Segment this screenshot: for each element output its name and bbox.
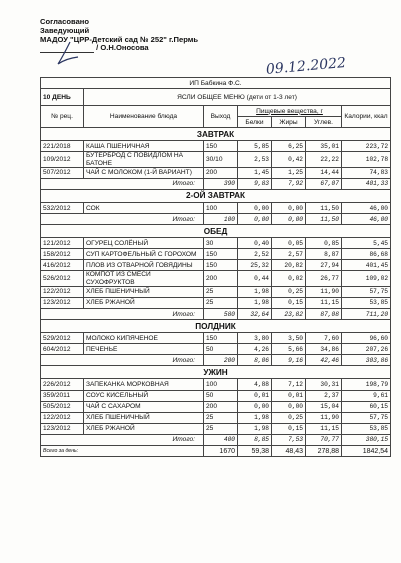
- carbs-value: 0,85: [306, 238, 342, 249]
- approval-position: Заведующий: [40, 25, 90, 35]
- protein-value: 2,53: [238, 152, 272, 167]
- total-kcal: 711,20: [342, 309, 391, 320]
- protein-value: 4,88: [238, 379, 272, 390]
- total-fat: 0,00: [272, 214, 306, 225]
- fat-value: 0,05: [272, 238, 306, 249]
- fat-value: 20,82: [272, 260, 306, 271]
- table-row: [41, 152, 391, 167]
- section-header-row: [41, 128, 391, 141]
- fat-value: 0,00: [272, 202, 306, 213]
- protein-value: 0,40: [238, 238, 272, 249]
- section-title: ПОЛДНИК: [41, 320, 391, 333]
- section-total-row: [41, 214, 391, 225]
- total-carbs: 11,50: [306, 214, 342, 225]
- table-row: [41, 141, 391, 152]
- col-kcal: Калории, ккал: [342, 106, 391, 128]
- table-row: [41, 401, 391, 412]
- section-total-row: [41, 355, 391, 366]
- section-header-row: [41, 189, 391, 202]
- carbs-value: 11,50: [306, 202, 342, 213]
- recipe-number: 532/2012: [41, 202, 84, 213]
- grand-total-yield: 1670: [204, 445, 238, 456]
- grand-total-label: Всего за день:: [41, 445, 204, 456]
- col-nutrients: Пищевые вещества, г: [238, 106, 342, 117]
- total-yield: 400: [204, 434, 238, 445]
- dish-name: СОУС КИСЕЛЬНЫЙ: [84, 390, 204, 401]
- kcal-value: 46,00: [342, 202, 391, 213]
- grand-total-fat: 48,43: [272, 445, 306, 456]
- kcal-value: 109,02: [342, 271, 391, 286]
- dish-name: ЧАЙ С МОЛОКОМ (1-Й ВАРИАНТ): [84, 167, 204, 178]
- recipe-number: 226/2012: [41, 379, 84, 390]
- col-yield: Выход: [204, 106, 238, 128]
- dish-name: СОК: [84, 202, 204, 213]
- dish-yield: 25: [204, 286, 238, 297]
- fat-value: 0,01: [272, 390, 306, 401]
- table-row: [41, 379, 391, 390]
- section-total-row: [41, 178, 391, 189]
- recipe-number: 121/2012: [41, 238, 84, 249]
- dish-name: ЧАЙ С САХАРОМ: [84, 401, 204, 412]
- section-title: 2-ОЙ ЗАВТРАК: [41, 189, 391, 202]
- org-name: ИП Бабкина Ф.С.: [41, 78, 391, 89]
- dish-yield: 150: [204, 260, 238, 271]
- dish-name: КОМПОТ ИЗ СМЕСИ СУХОФРУКТОВ: [84, 271, 204, 286]
- recipe-number: 123/2012: [41, 297, 84, 308]
- org-row: [41, 78, 391, 89]
- fat-value: 0,25: [272, 412, 306, 423]
- kcal-value: 102,78: [342, 152, 391, 167]
- grand-total-kcal: 1842,54: [342, 445, 391, 456]
- carbs-value: 7,60: [306, 333, 342, 344]
- column-header-row: [41, 106, 391, 117]
- kcal-value: 198,79: [342, 379, 391, 390]
- table-row: [41, 260, 391, 271]
- dish-name: ХЛЕБ ПШЕНИЧНЫЙ: [84, 286, 204, 297]
- fat-value: 0,15: [272, 297, 306, 308]
- section-header-row: [41, 366, 391, 379]
- protein-value: 5,85: [238, 141, 272, 152]
- total-protein: 0,00: [238, 214, 272, 225]
- col-rec: № рец.: [41, 106, 84, 128]
- kcal-value: 57,75: [342, 412, 391, 423]
- recipe-number: 529/2012: [41, 333, 84, 344]
- dish-name: ПЕЧЕНЬЕ: [84, 344, 204, 355]
- kcal-value: 5,45: [342, 238, 391, 249]
- dish-name: ХЛЕБ РЖАНОЙ: [84, 423, 204, 434]
- dish-name: БУТЕРБРОД С ПОВИДЛОМ НА БАТОНЕ: [84, 152, 204, 167]
- table-row: [41, 202, 391, 213]
- fat-value: 0,15: [272, 423, 306, 434]
- protein-value: 0,01: [238, 390, 272, 401]
- grand-total-carbs: 278,88: [306, 445, 342, 456]
- carbs-value: 2,37: [306, 390, 342, 401]
- recipe-number: 109/2012: [41, 152, 84, 167]
- carbs-value: 35,01: [306, 141, 342, 152]
- kcal-value: 86,68: [342, 249, 391, 260]
- total-kcal: 380,15: [342, 434, 391, 445]
- section-title: ЗАВТРАК: [41, 128, 391, 141]
- dish-name: ЗАПЕКАНКА МОРКОВНАЯ: [84, 379, 204, 390]
- protein-value: 1,45: [238, 167, 272, 178]
- fat-value: 0,25: [272, 286, 306, 297]
- total-label: Итого:: [41, 214, 204, 225]
- kcal-value: 74,83: [342, 167, 391, 178]
- recipe-number: 359/2011: [41, 390, 84, 401]
- recipe-number: 122/2012: [41, 286, 84, 297]
- carbs-value: 22,22: [306, 152, 342, 167]
- dish-yield: 30/10: [204, 152, 238, 167]
- dish-yield: 150: [204, 141, 238, 152]
- kcal-value: 96,60: [342, 333, 391, 344]
- total-protein: 8,06: [238, 355, 272, 366]
- kcal-value: 57,75: [342, 286, 391, 297]
- approval-title: Согласовано: [40, 17, 90, 26]
- protein-value: 0,00: [238, 202, 272, 213]
- kcal-value: 401,45: [342, 260, 391, 271]
- fat-value: 7,12: [272, 379, 306, 390]
- dish-yield: 200: [204, 271, 238, 286]
- protein-value: 4,26: [238, 344, 272, 355]
- total-kcal: 401,33: [342, 178, 391, 189]
- carbs-value: 34,86: [306, 344, 342, 355]
- col-protein: Белки: [238, 117, 272, 128]
- table-row: [41, 412, 391, 423]
- handwritten-date: 09.12.2022: [265, 54, 347, 78]
- section-header-row: [41, 225, 391, 238]
- total-fat: 9,16: [272, 355, 306, 366]
- recipe-number: 505/2012: [41, 401, 84, 412]
- dish-name: СУП КАРТОФЕЛЬНЫЙ С ГОРОХОМ: [84, 249, 204, 260]
- total-label: Итого:: [41, 178, 204, 189]
- table-row: [41, 286, 391, 297]
- menu-title: ЯСЛИ ОБЩЕЕ МЕНЮ (дети от 1-3 лет): [84, 89, 391, 106]
- total-label: Итого:: [41, 309, 204, 320]
- fat-value: 0,00: [272, 401, 306, 412]
- col-carbs: Углев.: [306, 117, 342, 128]
- total-yield: 390: [204, 178, 238, 189]
- recipe-number: 416/2012: [41, 260, 84, 271]
- handwritten-signature-icon: [52, 40, 82, 66]
- dish-name: ОГУРЕЦ СОЛЁНЫЙ: [84, 238, 204, 249]
- dish-yield: 100: [204, 202, 238, 213]
- protein-value: 0,44: [238, 271, 272, 286]
- kcal-value: 60,15: [342, 401, 391, 412]
- kcal-value: 53,85: [342, 423, 391, 434]
- fat-value: 1,25: [272, 167, 306, 178]
- recipe-number: 122/2012: [41, 412, 84, 423]
- dish-yield: 50: [204, 390, 238, 401]
- protein-value: 25,32: [238, 260, 272, 271]
- total-fat: 23,82: [272, 309, 306, 320]
- total-label: Итого:: [41, 434, 204, 445]
- carbs-value: 30,31: [306, 379, 342, 390]
- total-carbs: 87,08: [306, 309, 342, 320]
- total-carbs: 42,46: [306, 355, 342, 366]
- dish-yield: 25: [204, 297, 238, 308]
- recipe-number: 158/2012: [41, 249, 84, 260]
- dish-yield: 30: [204, 238, 238, 249]
- protein-value: 1,98: [238, 412, 272, 423]
- day-row: [41, 89, 391, 106]
- protein-value: 1,98: [238, 286, 272, 297]
- carbs-value: 11,90: [306, 286, 342, 297]
- menu-table: [40, 77, 391, 457]
- dish-yield: 200: [204, 401, 238, 412]
- total-carbs: 70,77: [306, 434, 342, 445]
- carbs-value: 15,04: [306, 401, 342, 412]
- grand-total-protein: 59,38: [238, 445, 272, 456]
- total-protein: 32,64: [238, 309, 272, 320]
- dish-name: КАША ПШЕНИЧНАЯ: [84, 141, 204, 152]
- carbs-value: 8,87: [306, 249, 342, 260]
- recipe-number: 604/2012: [41, 344, 84, 355]
- protein-value: 1,98: [238, 297, 272, 308]
- kcal-value: 53,85: [342, 297, 391, 308]
- recipe-number: 221/2018: [41, 141, 84, 152]
- table-row: [41, 344, 391, 355]
- protein-value: 0,00: [238, 401, 272, 412]
- section-total-row: [41, 309, 391, 320]
- grand-total-row: [41, 445, 391, 456]
- dish-yield: 100: [204, 379, 238, 390]
- table-row: [41, 297, 391, 308]
- carbs-value: 27,94: [306, 260, 342, 271]
- approver-name: / О.Н.Оносова: [96, 43, 149, 53]
- dish-yield: 50: [204, 344, 238, 355]
- dish-name: ХЛЕБ ПШЕНИЧНЫЙ: [84, 412, 204, 423]
- approval-organization: МАДОУ "ЦРР-Детский сад № 252" г.Пермь: [40, 34, 199, 44]
- recipe-number: 507/2012: [41, 167, 84, 178]
- col-name: Наименование блюда: [84, 106, 204, 128]
- kcal-value: 207,26: [342, 344, 391, 355]
- table-row: [41, 390, 391, 401]
- total-kcal: 303,86: [342, 355, 391, 366]
- total-carbs: 67,07: [306, 178, 342, 189]
- section-header-row: [41, 320, 391, 333]
- total-fat: 7,92: [272, 178, 306, 189]
- fat-value: 0,02: [272, 271, 306, 286]
- table-row: [41, 249, 391, 260]
- dish-yield: 150: [204, 333, 238, 344]
- dish-yield: 25: [204, 423, 238, 434]
- total-yield: 200: [204, 355, 238, 366]
- kcal-value: 9,61: [342, 390, 391, 401]
- fat-value: 0,42: [272, 152, 306, 167]
- fat-value: 6,25: [272, 141, 306, 152]
- carbs-value: 11,15: [306, 423, 342, 434]
- fat-value: 5,66: [272, 344, 306, 355]
- protein-value: 1,98: [238, 423, 272, 434]
- carbs-value: 11,15: [306, 297, 342, 308]
- total-protein: 9,83: [238, 178, 272, 189]
- col-fat: Жиры: [272, 117, 306, 128]
- total-kcal: 46,00: [342, 214, 391, 225]
- dish-name: МОЛОКО КИПЯЧЕНОЕ: [84, 333, 204, 344]
- section-title: ОБЕД: [41, 225, 391, 238]
- total-yield: 100: [204, 214, 238, 225]
- protein-value: 2,52: [238, 249, 272, 260]
- recipe-number: 123/2012: [41, 423, 84, 434]
- day-label: 10 ДЕНЬ: [41, 89, 84, 106]
- carbs-value: 11,90: [306, 412, 342, 423]
- fat-value: 2,57: [272, 249, 306, 260]
- dish-yield: 200: [204, 167, 238, 178]
- total-protein: 8,85: [238, 434, 272, 445]
- dish-yield: 150: [204, 249, 238, 260]
- total-yield: 580: [204, 309, 238, 320]
- carbs-value: 14,44: [306, 167, 342, 178]
- total-fat: 7,53: [272, 434, 306, 445]
- carbs-value: 26,77: [306, 271, 342, 286]
- table-row: [41, 238, 391, 249]
- table-row: [41, 333, 391, 344]
- kcal-value: 223,72: [342, 141, 391, 152]
- table-row: [41, 271, 391, 286]
- section-total-row: [41, 434, 391, 445]
- fat-value: 3,50: [272, 333, 306, 344]
- dish-yield: 25: [204, 412, 238, 423]
- dish-name: ПЛОВ ИЗ ОТВАРНОЙ ГОВЯДИНЫ: [84, 260, 204, 271]
- dish-name: ХЛЕБ РЖАНОЙ: [84, 297, 204, 308]
- recipe-number: 526/2012: [41, 271, 84, 286]
- protein-value: 3,80: [238, 333, 272, 344]
- table-row: [41, 423, 391, 434]
- table-row: [41, 167, 391, 178]
- total-label: Итого:: [41, 355, 204, 366]
- section-title: УЖИН: [41, 366, 391, 379]
